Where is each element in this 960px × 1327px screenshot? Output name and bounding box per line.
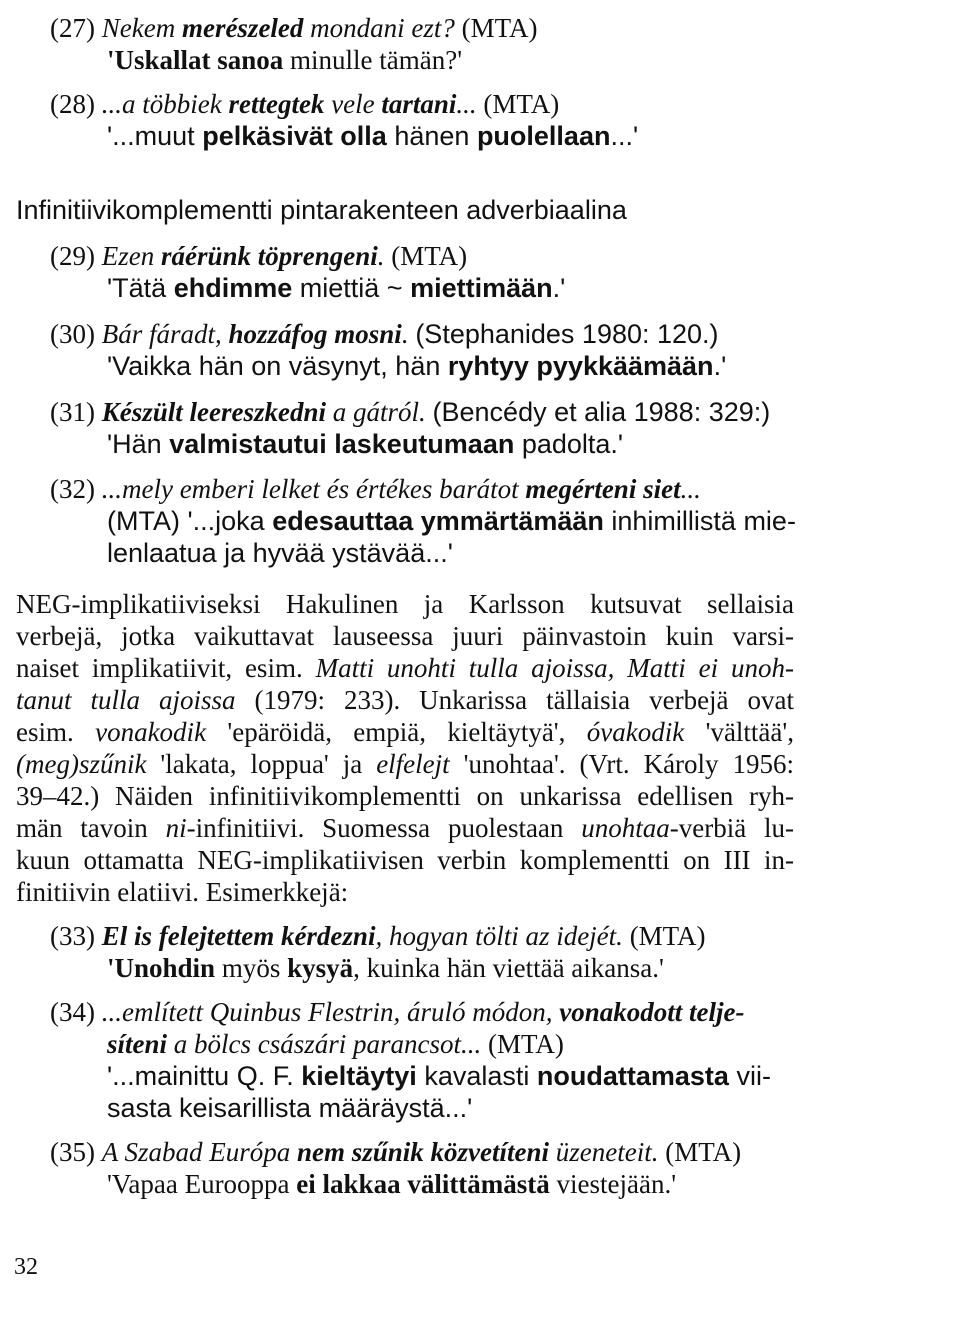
example-35-line-1 [50, 1136, 741, 1168]
finnish-text: padolta.' [521, 429, 624, 459]
hungarian-word: vonakodik [95, 717, 207, 747]
finnish-text: 'Vaikka hän on väsynyt, hän [107, 351, 441, 381]
finnish-text: .' [552, 273, 566, 303]
example-number: (32) [50, 474, 95, 504]
example-30-line-1 [50, 318, 719, 350]
example-32-line-1 [50, 473, 701, 505]
paragraph-text: -infinitiivi. Suomessa puolestaan [186, 813, 564, 843]
finnish-text: '...muut [107, 121, 195, 151]
finnish-text: lenlaatua ja hyvää ystävää...' [107, 538, 453, 568]
finnish-text: vii- [736, 1061, 771, 1091]
example-27-line-2 [107, 44, 462, 76]
example-number: (34) [50, 997, 95, 1027]
paragraph-line-2: verbejä, jotka vaikuttavat lauseessa juuri päinvastoin kuin varsi- [16, 621, 794, 651]
finnish-text: , kuinka hän viettää aikansa.' [353, 953, 664, 983]
source-citation: (Stephanides 1980: 120.) [415, 319, 719, 349]
hungarian-verb: vonakodott telje- [559, 997, 745, 1027]
hungarian-verb: megérteni siet [525, 474, 681, 504]
example-30-line-2 [107, 350, 726, 382]
finnish-verb: kieltäytyi [301, 1061, 417, 1091]
finnish-text: '...mainittu Q. F. [107, 1061, 294, 1091]
hungarian-word: (meg)szűnik [16, 749, 147, 779]
finnish-verb: edesauttaa ymmärtämään [272, 506, 604, 536]
example-34-line-3 [107, 1060, 771, 1092]
hungarian-text: üzeneteit. [555, 1137, 659, 1167]
hungarian-text: ... [680, 474, 701, 504]
example-34-line-2 [107, 1028, 564, 1060]
hungarian-verb: El is felejtettem kérdezni [101, 921, 376, 951]
paragraph-text: 'lakata, loppua' ja [160, 749, 363, 779]
paragraph-line-6 [16, 748, 794, 780]
source-citation: (MTA) [488, 1029, 564, 1059]
finnish-verb: 'Uskallat sanoa [107, 45, 284, 75]
example-31-line-2 [107, 428, 623, 460]
finnish-text: minulle tämän?' [290, 45, 463, 75]
finnish-text: .' [713, 351, 727, 381]
hungarian-word: óvakodik [586, 717, 685, 747]
finnish-verb: noudattamasta [536, 1061, 729, 1091]
hungarian-text: . [401, 319, 409, 349]
paragraph-text: (1979: 233). Unkarissa tällaisia verbejä ovat [254, 685, 794, 715]
finnish-verb: ehdimme [173, 273, 293, 303]
example-35-line-2 [107, 1168, 676, 1200]
hungarian-verb: tartani [381, 89, 457, 119]
finnish-verb: ei lakkaa välittämästä [296, 1169, 550, 1199]
paragraph-line-7: 39–42.) Näiden infinitiivikomplementti on unkarissa edellisen ryh- [16, 781, 794, 811]
example-number: (33) [50, 921, 95, 951]
finnish-text: 'Hän [107, 429, 162, 459]
hungarian-text: ...mely emberi lelket és értékes barátot [101, 474, 519, 504]
hungarian-text: ...említett Quinbus Flestrin, áruló módon, [101, 997, 553, 1027]
finnish-verb: puolellaan [476, 121, 611, 151]
hungarian-word: elfelejt [376, 749, 450, 779]
morpheme: ni [165, 813, 187, 843]
source-citation: (Bencédy et alia 1988: 329:) [432, 397, 771, 427]
example-33-line-1 [50, 920, 706, 952]
hungarian-text: A Szabad Európa [101, 1137, 291, 1167]
paragraph-line-3 [16, 652, 794, 684]
example-number: (29) [50, 241, 95, 271]
finnish-text: '...joka [187, 506, 265, 536]
example-number: (28) [50, 89, 95, 119]
example-sentence: tanut tulla ajoissa [16, 685, 236, 715]
source-citation: (MTA) [107, 506, 180, 536]
hungarian-verb: Készült leereszkedni [101, 397, 326, 427]
example-29-line-2 [107, 272, 565, 304]
paragraph-text: naiset implikatiivit, esim. [16, 653, 303, 683]
example-34-line-1 [50, 996, 744, 1028]
example-28-line-1 [50, 88, 559, 120]
paragraph-line-4 [16, 684, 794, 716]
hungarian-text: Ezen [101, 241, 155, 271]
paragraph-text: 'epäröidä, empiä, kieltäytyä', [227, 717, 566, 747]
hungarian-text: . [377, 241, 385, 271]
finnish-text: sasta keisarillista määräystä...' [107, 1093, 473, 1123]
paragraph-text: esim. [16, 717, 74, 747]
example-number: (31) [50, 397, 95, 427]
section-heading: Infinitiivikomplementti pintarakenteen adverbiaalina [16, 195, 627, 225]
source-citation: (MTA) [629, 921, 706, 951]
finnish-text: hänen [394, 121, 470, 151]
hungarian-text: ... [456, 89, 477, 119]
finnish-verb: valmistautui laskeutumaan [169, 429, 515, 459]
finnish-text: viestejään.' [556, 1169, 677, 1199]
finnish-word: unohtaa [581, 813, 670, 843]
finnish-text: ...' [610, 121, 639, 151]
example-number: (30) [50, 319, 95, 349]
paragraph-line-9: kuun ottamatta NEG-implikatiivisen verbin komplementti on III in- [16, 845, 794, 875]
finnish-text: 'Vapaa Eurooppa [107, 1169, 290, 1199]
finnish-text: miettiä ~ [299, 273, 403, 303]
example-34-line-4 [107, 1092, 472, 1124]
hungarian-text: a bölcs császári parancsot... [173, 1029, 482, 1059]
paragraph-text: -verbiä lu- [669, 813, 794, 843]
hungarian-text: mondani ezt? [310, 13, 455, 43]
paragraph-line-1: NEG-implikatiiviseksi Hakulinen ja Karlsson kutsuvat sellaisia [16, 589, 794, 619]
source-citation: (MTA) [391, 241, 468, 271]
example-28-line-2 [107, 120, 638, 152]
source-citation: (MTA) [665, 1137, 742, 1167]
example-sentence: Matti unohti tulla ajoissa, Matti ei unoh- [315, 653, 794, 683]
example-number: (35) [50, 1137, 95, 1167]
hungarian-text: a gátról. [332, 397, 426, 427]
hungarian-text: Bár fáradt, [101, 319, 222, 349]
paragraph-text: 'unohtaa'. (Vrt. Károly 1956: [463, 749, 794, 779]
hungarian-text: , hogyan tölti az idejét. [375, 921, 623, 951]
hungarian-verb: merészeled [181, 13, 304, 43]
finnish-verb: ryhtyy pyykkäämään [447, 351, 714, 381]
page-number: 32 [14, 1254, 38, 1280]
finnish-verb: 'Unohdin [107, 953, 216, 983]
example-29-line-1 [50, 240, 467, 272]
example-32-line-2 [107, 505, 796, 537]
paragraph-line-5 [16, 716, 794, 748]
paragraph-text: 'välttää', [705, 717, 795, 747]
hungarian-text: ...a többiek [101, 89, 222, 119]
hungarian-verb: nem szűnik közvetíteni [297, 1137, 550, 1167]
example-32-line-3 [107, 537, 453, 569]
finnish-verb: pelkäsivät olla [202, 121, 387, 151]
hungarian-verb: hozzáfog mosni [228, 319, 402, 349]
paragraph-line-8 [16, 812, 794, 844]
example-33-line-2 [107, 952, 664, 984]
paragraph-text: män tavoin [16, 813, 148, 843]
finnish-text: 'Tätä [107, 273, 167, 303]
finnish-verb: kysyä [287, 953, 354, 983]
paragraph-line-10: finitiivin elatiivi. Esimerkkejä: [16, 877, 349, 907]
finnish-text: inhimillistä mie- [611, 506, 796, 536]
example-31-line-1 [50, 396, 770, 428]
hungarian-verb: síteni [107, 1029, 168, 1059]
hungarian-verb: rettegtek [228, 89, 325, 119]
source-citation: (MTA) [483, 89, 560, 119]
hungarian-text: Nekem [101, 13, 176, 43]
example-number: (27) [50, 13, 95, 43]
finnish-text: kavalasti [424, 1061, 530, 1091]
hungarian-text: vele [331, 89, 375, 119]
hungarian-verb: ráérünk töprengeni [160, 241, 378, 271]
finnish-verb: miettimään [410, 273, 553, 303]
source-citation: (MTA) [461, 13, 538, 43]
example-27-line-1 [50, 12, 538, 44]
finnish-text: myös [221, 953, 281, 983]
